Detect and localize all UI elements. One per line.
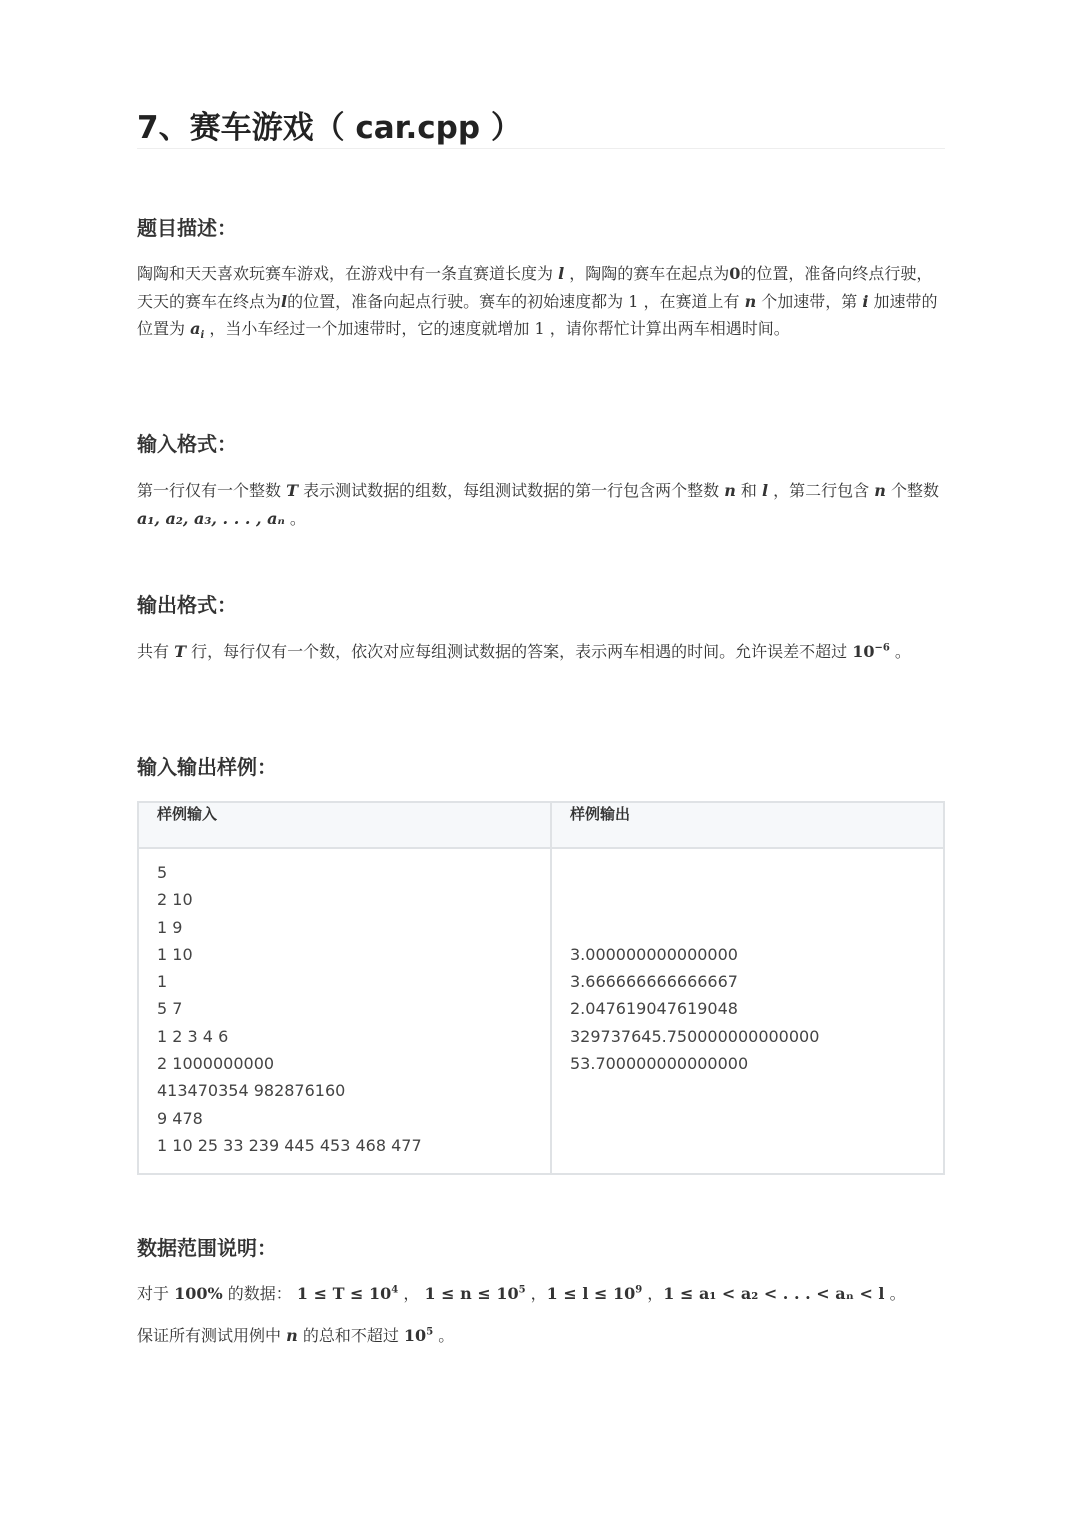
- samples-table: [137, 801, 945, 1175]
- samples-heading: 输入输出样例：: [137, 755, 277, 779]
- sample-input-line: 5 7: [157, 999, 183, 1019]
- output-format-text: 共有 T 行，每行仅有一个数，依次对应每组测试数据的答案，表示两车相遇的时间。允许误差不超过 $10^{-6}$ 。: [137, 642, 911, 661]
- sample-output-header: 样例输出: [551, 802, 944, 848]
- constraints-text-1: 对于 100% 的数据： $1 \le T \le 10^4$ ， $1 \le n \le 10^5$ ，$1 \le l \le 10^9$ ，1 ≤ a₁ < a₂ < . . . < aₙ < l 。: [137, 1284, 906, 1303]
- sample-input-line: 2 1000000000: [157, 1054, 275, 1074]
- sample-input-line: 1 10 25 33 239 445 453 468 477: [157, 1135, 422, 1155]
- sample-input-cell: [138, 848, 551, 1174]
- sample-input-line: 413470354 982876160: [157, 1081, 346, 1101]
- sample-input-line: 1 2 3 4 6: [157, 1026, 229, 1046]
- sample-input-line: 1 9: [157, 917, 183, 937]
- sample-input-lines: [157, 859, 532, 1159]
- description-heading: 题目描述：: [137, 216, 237, 240]
- sample-input-line: 1: [157, 972, 168, 992]
- sample-output-cell: [551, 848, 944, 1174]
- output-format-heading: 输出格式：: [137, 593, 237, 617]
- sample-input-line: 5: [157, 863, 168, 882]
- sample-output-line: 53.700000000000000: [570, 1054, 749, 1074]
- sample-output-line: 2.047619047619048: [570, 999, 738, 1019]
- sample-output-line: 3.666666666666667: [570, 972, 738, 992]
- sample-output-lines: [570, 941, 925, 1077]
- sample-input-line: 9 478: [157, 1108, 203, 1128]
- page-title: 7、赛车游戏（ car.cpp ）: [137, 108, 945, 149]
- sample-output-line: 3.000000000000000: [570, 944, 738, 964]
- constraints-heading: 数据范围说明：: [137, 1236, 277, 1260]
- constraints-text-2: 保证所有测试用例中 n 的总和不超过 $10^5$ 。: [137, 1326, 455, 1345]
- description-text: 陶陶和天天喜欢玩赛车游戏，在游戏中有一条直赛道长度为 l ，陶陶的赛车在起点为0的位置，准备向终点行驶，天天的赛车在终点为l的位置，准备向起点行驶。赛车的初始速度都为 1 ，在赛道上有 n 个加速带，第 i 加速带的位置为 $a_i$ ，当小车经过一个加速带时，它的速度就增加 1 ，请你帮忙计算出两车相遇时间。: [137, 264, 938, 342]
- input-format-heading: 输入格式：: [137, 432, 237, 456]
- input-format-text: 第一行仅有一个整数 T 表示测试数据的组数，每组测试数据的第一行包含两个整数 n 和 l ，第二行包含 n 个整数 a₁, a₂, a₃, . . . , aₙ 。: [137, 481, 940, 528]
- sample-input-line: 2 10: [157, 890, 193, 910]
- sample-input-header: 样例输入: [138, 802, 551, 848]
- sample-output-line: 329737645.750000000000000: [570, 1026, 820, 1046]
- sample-input-line: 1 10: [157, 944, 193, 964]
